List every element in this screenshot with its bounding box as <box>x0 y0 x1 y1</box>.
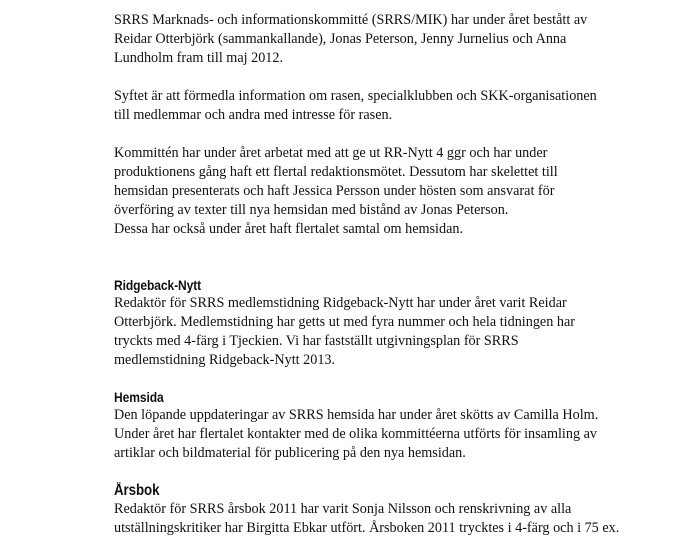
section-hemsida <box>114 389 690 463</box>
intro-paragraph-purpose: Syftet är att förmedla information om rasen, specialklubben och SKK-organisationen till medlemmar och andra med intresse för rasen. <box>114 88 597 123</box>
section-heading-hemsida: Hemsida <box>114 389 164 405</box>
section-body-ridgeback-nytt: Redaktör för SRRS medlemstidning Ridgeback-Nytt har under året varit Reidar Otterbjörk. Medlemstidning har getts ut med fyra nummer och hela tidningen har tryckts med 4-färg i Tjeckien. Vi har fastställt utgivningsplan för SRRS medlemstidning Ridgeback-Nytt 2013. <box>114 295 575 368</box>
document-page <box>114 11 690 538</box>
section-heading-ridgeback-nytt: Ridgeback-Nytt <box>114 277 202 293</box>
intro-paragraph-committee: SRRS Marknads- och informationskommitté (SRRS/MIK) har under året bestått av Reidar Otterbjörk (sammankallande), Jonas Peterson, Jenny Jurnelius och Anna Lundholm fram till maj 2012. <box>114 12 588 66</box>
section-heading-arsbok: Årsbok <box>114 482 160 499</box>
section-ridgeback-nytt <box>114 277 690 370</box>
section-spacer <box>114 239 690 277</box>
section-body-arsbok: Redaktör för SRRS årsbok 2011 har varit Sonja Nilsson och renskrivning av alla utställningskritiker har Birgitta Ebkar utfört. Årsboken 2011 trycktes i 4-färg och i 75 ex. <box>114 501 620 536</box>
section-spacer <box>114 463 690 482</box>
section-arsbok <box>114 482 690 538</box>
section-body-hemsida: Den löpande uppdateringar av SRRS hemsida har under året skötts av Camilla Holm. Under året har flertalet kontakter med de olika kommittéerna utförts för insamling av artiklar och bildmaterial för publicering på den nya hemsidan. <box>114 407 599 461</box>
section-spacer <box>114 370 690 389</box>
paragraph-spacer <box>114 68 690 87</box>
intro-paragraph-work: Kommittén har under året arbetat med att ge ut RR-Nytt 4 ggr och har under produktionens gång haft ett flertal redaktionsmötet. Dessutom har skelettet till hemsidan presenterats och haft Jessica Persson under hösten som ansvarat för överföring av texter till nya hemsidan med bistånd av Jonas Peterson. Dessa har också under året haft flertalet samtal om hemsidan. <box>114 145 558 237</box>
paragraph-spacer <box>114 125 690 144</box>
